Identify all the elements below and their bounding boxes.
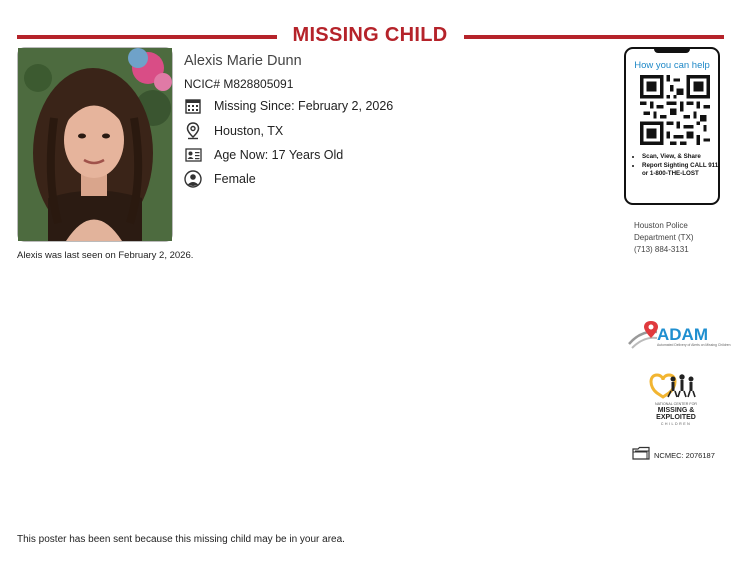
- poster-title: MISSING CHILD: [292, 24, 448, 46]
- child-name: Alexis Marie Dunn: [184, 53, 302, 69]
- ncic-number: NCIC# M828805091: [184, 77, 294, 91]
- adam-logo-name: ADAM: [657, 325, 708, 344]
- help-bullets: [630, 153, 724, 179]
- missing-since: Missing Since: February 2, 2026: [214, 99, 394, 113]
- agency-contact: [634, 220, 694, 256]
- id-card-icon: [184, 146, 202, 164]
- person-icon: [184, 170, 202, 188]
- missing-since-row: [184, 97, 393, 115]
- adam-logo-tagline: Automated Delivery of Alerts on Missing Children: [657, 343, 731, 347]
- ncmec-logo-line4: CHILDREN: [660, 422, 692, 426]
- help-panel: [624, 47, 720, 205]
- ncmec-logo: [645, 367, 707, 429]
- map-pin-icon: [184, 122, 202, 140]
- location: Houston, TX: [214, 124, 284, 138]
- help-bullet: • Scan, View, & Share: [642, 153, 724, 162]
- age-now: Age Now: 17 Years Old: [214, 148, 344, 162]
- qr-code[interactable]: [640, 75, 710, 145]
- ncmec-logo-line2: MISSING &: [657, 407, 695, 414]
- help-title: How you can help: [634, 60, 710, 71]
- calendar-icon: [184, 97, 202, 115]
- ncmec-case-number: NCMEC: 2076187: [654, 451, 715, 460]
- agency-name-line2: Department (TX): [634, 233, 694, 242]
- adam-logo: [627, 318, 731, 356]
- ncmec-case-id: [632, 446, 715, 465]
- ncmec-logo-line3: EXPLOITED: [656, 414, 696, 421]
- header-rule-left: [17, 35, 277, 39]
- folder-icon: [632, 446, 650, 465]
- ncmec-logo-line1: NATIONAL CENTER FOR: [655, 402, 697, 406]
- agency-name-line1: Houston Police: [634, 221, 688, 230]
- header-rule-right: [464, 35, 724, 39]
- child-photo: [17, 47, 173, 242]
- last-seen-text: Alexis was last seen on February 2, 2026.: [17, 250, 194, 261]
- help-bullet: • Report Sighting CALL 911 or 1-800-THE-LOST: [642, 162, 724, 179]
- footer-note: This poster has been sent because this missing child may be in your area.: [17, 534, 345, 545]
- sex: Female: [214, 172, 256, 186]
- sex-row: [184, 170, 256, 188]
- agency-phone[interactable]: (713) 884-3131: [634, 245, 689, 254]
- location-row: [184, 122, 283, 140]
- phone-notch: [654, 48, 690, 53]
- age-row: [184, 146, 343, 164]
